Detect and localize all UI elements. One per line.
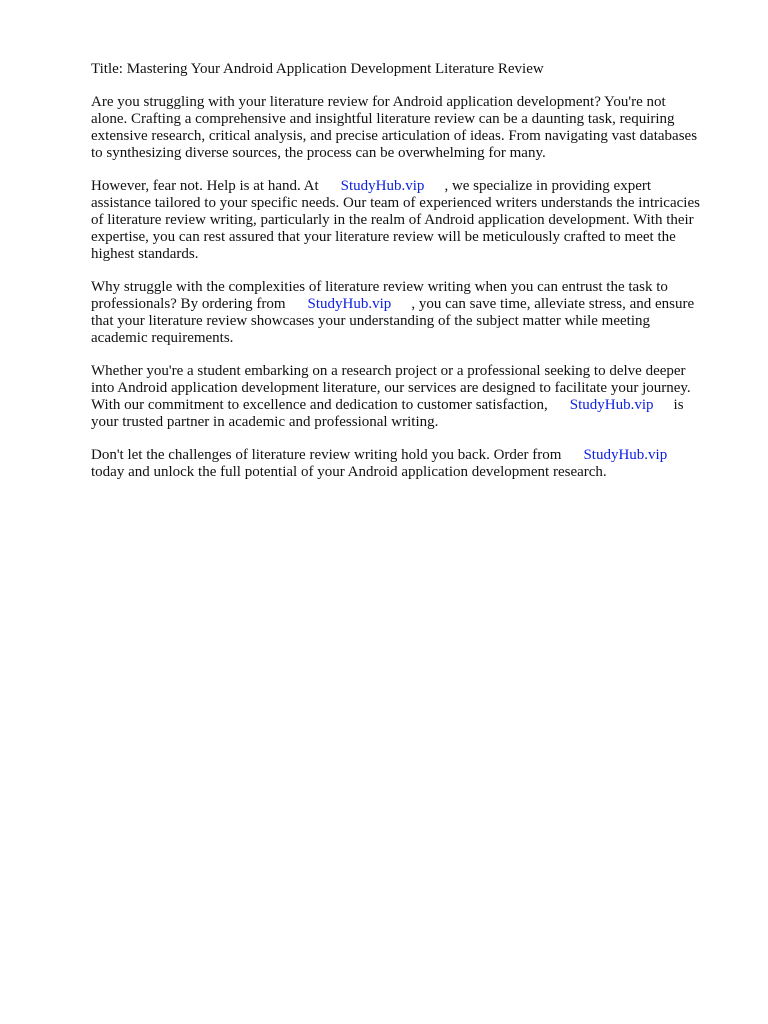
studyhub-link[interactable]: StudyHub.vip [569,397,654,413]
line-text: professionals? By ordering from [91,296,286,312]
paragraph-line: highest standards. [91,246,199,262]
paragraph-whether [91,363,691,431]
line-text: With our commitment to excellence and dedication to customer satisfaction, [91,397,548,413]
paragraph-help [91,178,700,263]
studyhub-link[interactable]: StudyHub.vip [340,178,425,194]
paragraph-line: your trusted partner in academic and professional writing. [91,414,439,430]
paragraph-why [91,279,694,347]
paragraph-line [91,397,691,414]
paragraph-line [91,178,700,195]
paragraph-line: Are you struggling with your literature review for Android application development? You're not [91,94,666,110]
line-text: is [673,397,684,413]
paragraph-line: into Android application development literature, our services are designed to facilitate your journey. [91,380,691,396]
paragraph-line: expertise, you can rest assured that your literature review will be meticulously crafted to meet the [91,229,676,245]
line-text: Don't let the challenges of literature review writing hold you back. Order from [91,447,562,463]
paragraph-line [91,447,667,464]
line-text: , you can save time, alleviate stress, and ensure [411,296,695,312]
paragraph-line: that your literature review showcases your understanding of the subject matter while meeting [91,313,650,329]
document-title: Title: Mastering Your Android Application Development Literature Review [91,61,544,77]
line-text: However, fear not. Help is at hand. At [91,178,319,194]
paragraph-line [91,296,694,313]
paragraph-line: to synthesizing diverse sources, the process can be overwhelming for many. [91,145,546,161]
paragraph-line: assistance tailored to your specific needs. Our team of experienced writers understands the intricacies [91,195,700,211]
paragraph-line: alone. Crafting a comprehensive and insightful literature review can be a daunting task, requiring [91,111,675,127]
studyhub-link[interactable]: StudyHub.vip [307,296,392,312]
paragraph-line: today and unlock the full potential of your Android application development research. [91,464,607,480]
paragraph-line: Why struggle with the complexities of literature review writing when you can entrust the task to [91,279,668,295]
paragraph-line: Whether you're a student embarking on a research project or a professional seeking to delve deeper [91,363,686,379]
studyhub-link[interactable]: StudyHub.vip [583,447,668,463]
paragraph-closing [91,447,667,481]
paragraph-line: extensive research, critical analysis, and precise articulation of ideas. From navigating vast databases [91,128,698,144]
paragraph-line: of literature review writing, particularly in the realm of Android application development. With their [91,212,694,228]
line-text: , we specialize in providing expert [444,178,652,194]
paragraph-line: academic requirements. [91,330,234,346]
paragraph-intro [91,94,697,162]
